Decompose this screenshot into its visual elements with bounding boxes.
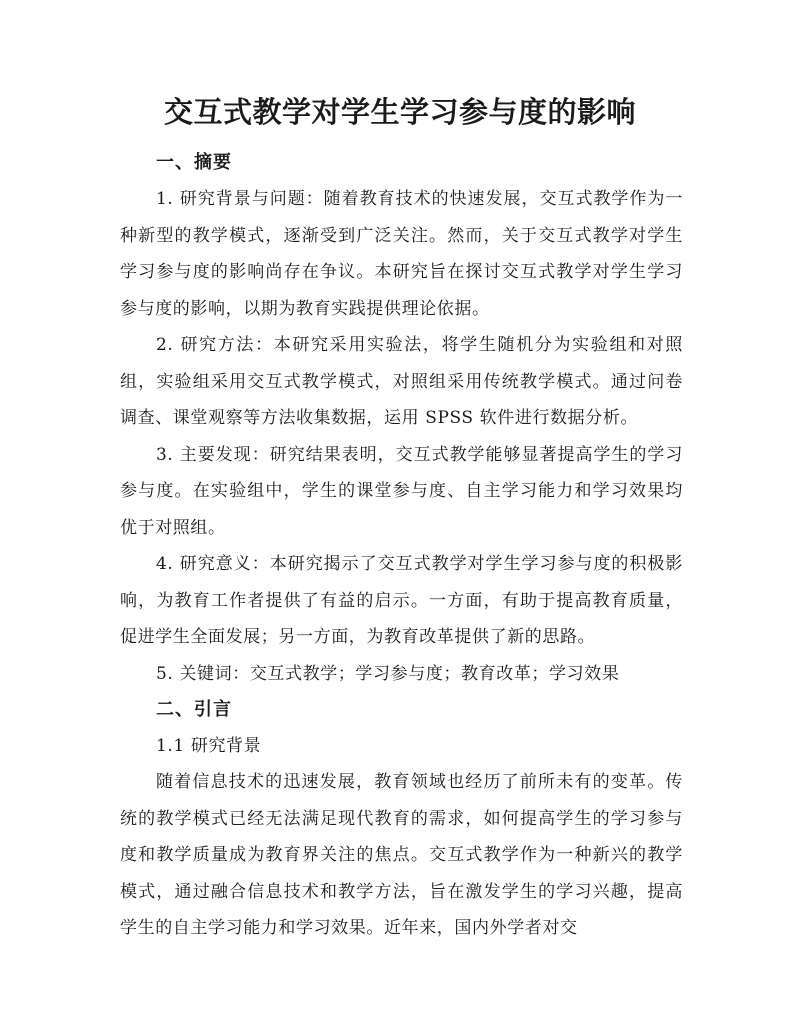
section-heading-introduction: 二、引言 [156, 699, 232, 720]
introduction-paragraph: 随着信息技术的迅速发展，教育领域也经历了前所未有的变革。传统的教学模式已经无法满足现代教育的需求，如何提高学生的学习参与度和教学质量成为教育界关注的焦点。交互式教学作为一种新兴的教学模式，通过融合信息技术和教学方法，旨在激发学生的学习兴趣，提高学生的自主学习能力和学习效果。近年来，国内外学者对交 [120, 772, 683, 938]
abstract-item-background: 1. 研究背景与问题：随着教育技术的快速发展，交互式教学作为一种新型的教学模式，逐渐受到广泛关注。然而，关于交互式教学对学生学习参与度的影响尚存在争议。本研究旨在探讨交互式教学对学生学习参与度的影响，以期为教育实践提供理论依据。 [120, 189, 683, 319]
abstract-item-method: 2. 研究方法：本研究采用实验法，将学生随机分为实验组和对照组，实验组采用交互式教学模式，对照组采用传统教学模式。通过问卷调查、课堂观察等方法收集数据，运用 SPSS 软件进行数据分析。 [120, 335, 683, 428]
abstract-item-findings: 3. 主要发现：研究结果表明，交互式教学能够显著提高学生的学习参与度。在实验组中，学生的课堂参与度、自主学习能力和学习效果均优于对照组。 [120, 444, 683, 538]
section-heading-abstract: 一、摘要 [156, 152, 232, 173]
document-title: 交互式教学对学生学习参与度的影响 [163, 95, 636, 129]
abstract-item-significance: 4. 研究意义：本研究揭示了交互式教学对学生学习参与度的积极影响，为教育工作者提供了有益的启示。一方面，有助于提高教育质量，促进学生全面发展；另一方面，为教育改革提供了新的思路。 [120, 554, 683, 647]
abstract-item-keywords: 5. 关键词：交互式教学；学习参与度；教育改革；学习效果 [156, 663, 620, 684]
document-body [120, 145, 683, 947]
subsection-heading-background: 1.1 研究背景 [156, 736, 262, 756]
